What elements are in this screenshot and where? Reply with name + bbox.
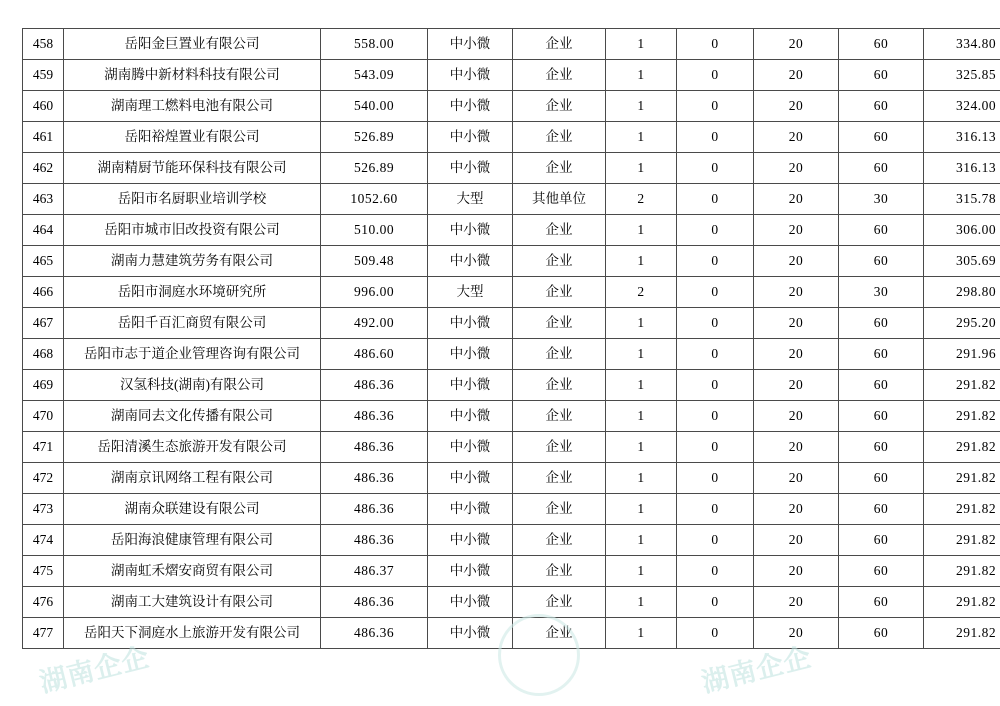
- table-row: [23, 246, 1000, 277]
- cell-type: 其他单位: [513, 184, 606, 215]
- cell-total: 291.82: [924, 525, 1000, 556]
- cell-n3: 20: [754, 184, 839, 215]
- cell-scale: 中小微: [428, 432, 513, 463]
- cell-n3: 20: [754, 122, 839, 153]
- cell-n2: 0: [677, 60, 754, 91]
- cell-no: 471: [23, 432, 64, 463]
- cell-type: 企业: [513, 153, 606, 184]
- cell-no: 477: [23, 618, 64, 649]
- cell-n3: 20: [754, 370, 839, 401]
- cell-total: 305.69: [924, 246, 1000, 277]
- cell-n2: 0: [677, 370, 754, 401]
- cell-name: 湖南众联建设有限公司: [64, 494, 321, 525]
- cell-total: 316.13: [924, 122, 1000, 153]
- cell-n3: 20: [754, 525, 839, 556]
- cell-n1: 1: [606, 153, 677, 184]
- cell-type: 企业: [513, 277, 606, 308]
- cell-n3: 20: [754, 463, 839, 494]
- cell-n4: 60: [839, 463, 924, 494]
- cell-total: 291.82: [924, 432, 1000, 463]
- cell-n2: 0: [677, 339, 754, 370]
- cell-total: 291.82: [924, 556, 1000, 587]
- cell-scale: 中小微: [428, 29, 513, 60]
- cell-type: 企业: [513, 91, 606, 122]
- cell-scale: 大型: [428, 277, 513, 308]
- table-row: [23, 122, 1000, 153]
- cell-amount: 486.36: [321, 401, 428, 432]
- cell-name: 岳阳海浪健康管理有限公司: [64, 525, 321, 556]
- cell-n1: 1: [606, 618, 677, 649]
- cell-n1: 2: [606, 184, 677, 215]
- cell-amount: 526.89: [321, 122, 428, 153]
- cell-n3: 20: [754, 91, 839, 122]
- cell-amount: 486.36: [321, 494, 428, 525]
- table-row: [23, 463, 1000, 494]
- cell-no: 470: [23, 401, 64, 432]
- cell-n4: 60: [839, 432, 924, 463]
- cell-type: 企业: [513, 556, 606, 587]
- cell-total: 291.82: [924, 618, 1000, 649]
- cell-no: 472: [23, 463, 64, 494]
- cell-n3: 20: [754, 432, 839, 463]
- cell-n2: 0: [677, 122, 754, 153]
- table-row: [23, 525, 1000, 556]
- cell-name: 湖南工大建筑设计有限公司: [64, 587, 321, 618]
- table-row: [23, 277, 1000, 308]
- cell-n2: 0: [677, 463, 754, 494]
- cell-n2: 0: [677, 215, 754, 246]
- cell-scale: 中小微: [428, 122, 513, 153]
- cell-name: 岳阳裕煌置业有限公司: [64, 122, 321, 153]
- cell-n3: 20: [754, 153, 839, 184]
- table-row: [23, 401, 1000, 432]
- cell-n1: 1: [606, 215, 677, 246]
- cell-scale: 中小微: [428, 246, 513, 277]
- table-row: [23, 91, 1000, 122]
- cell-type: 企业: [513, 587, 606, 618]
- cell-n4: 60: [839, 494, 924, 525]
- enterprise-table: [22, 28, 1000, 649]
- cell-scale: 中小微: [428, 494, 513, 525]
- cell-n1: 1: [606, 401, 677, 432]
- cell-n4: 30: [839, 277, 924, 308]
- cell-amount: 486.60: [321, 339, 428, 370]
- cell-scale: 中小微: [428, 618, 513, 649]
- table-row: [23, 60, 1000, 91]
- cell-n1: 1: [606, 339, 677, 370]
- cell-name: 湖南精厨节能环保科技有限公司: [64, 153, 321, 184]
- cell-total: 315.78: [924, 184, 1000, 215]
- cell-no: 458: [23, 29, 64, 60]
- cell-scale: 中小微: [428, 370, 513, 401]
- cell-amount: 510.00: [321, 215, 428, 246]
- cell-amount: 558.00: [321, 29, 428, 60]
- cell-no: 476: [23, 587, 64, 618]
- cell-n3: 20: [754, 308, 839, 339]
- cell-n1: 1: [606, 370, 677, 401]
- cell-amount: 486.36: [321, 618, 428, 649]
- cell-scale: 中小微: [428, 153, 513, 184]
- cell-n3: 20: [754, 618, 839, 649]
- cell-total: 291.82: [924, 494, 1000, 525]
- cell-no: 473: [23, 494, 64, 525]
- cell-n4: 30: [839, 184, 924, 215]
- cell-scale: 大型: [428, 184, 513, 215]
- cell-n2: 0: [677, 29, 754, 60]
- cell-type: 企业: [513, 463, 606, 494]
- cell-scale: 中小微: [428, 60, 513, 91]
- cell-n2: 0: [677, 401, 754, 432]
- cell-name: 岳阳市名厨职业培训学校: [64, 184, 321, 215]
- table-row: [23, 556, 1000, 587]
- cell-name: 岳阳千百汇商贸有限公司: [64, 308, 321, 339]
- cell-type: 企业: [513, 308, 606, 339]
- cell-name: 汉氢科技(湖南)有限公司: [64, 370, 321, 401]
- cell-total: 325.85: [924, 60, 1000, 91]
- cell-total: 298.80: [924, 277, 1000, 308]
- cell-n3: 20: [754, 60, 839, 91]
- table-row: [23, 308, 1000, 339]
- cell-no: 459: [23, 60, 64, 91]
- cell-amount: 486.36: [321, 370, 428, 401]
- cell-n4: 60: [839, 587, 924, 618]
- cell-total: 306.00: [924, 215, 1000, 246]
- cell-total: 291.96: [924, 339, 1000, 370]
- cell-no: 460: [23, 91, 64, 122]
- cell-amount: 486.36: [321, 525, 428, 556]
- cell-n4: 60: [839, 618, 924, 649]
- cell-amount: 996.00: [321, 277, 428, 308]
- cell-n4: 60: [839, 525, 924, 556]
- cell-n2: 0: [677, 618, 754, 649]
- cell-amount: 540.00: [321, 91, 428, 122]
- cell-n1: 1: [606, 60, 677, 91]
- cell-no: 465: [23, 246, 64, 277]
- cell-n3: 20: [754, 401, 839, 432]
- cell-n3: 20: [754, 246, 839, 277]
- cell-scale: 中小微: [428, 339, 513, 370]
- cell-amount: 486.36: [321, 463, 428, 494]
- cell-amount: 486.37: [321, 556, 428, 587]
- cell-total: 291.82: [924, 401, 1000, 432]
- table-row: [23, 29, 1000, 60]
- cell-n2: 0: [677, 432, 754, 463]
- cell-n1: 1: [606, 525, 677, 556]
- cell-name: 湖南腾中新材料科技有限公司: [64, 60, 321, 91]
- cell-name: 湖南虹禾熠安商贸有限公司: [64, 556, 321, 587]
- cell-n4: 60: [839, 29, 924, 60]
- cell-n3: 20: [754, 277, 839, 308]
- cell-amount: 492.00: [321, 308, 428, 339]
- cell-amount: 486.36: [321, 587, 428, 618]
- cell-name: 岳阳市志于道企业管理咨询有限公司: [64, 339, 321, 370]
- cell-type: 企业: [513, 401, 606, 432]
- cell-n2: 0: [677, 525, 754, 556]
- cell-n3: 20: [754, 339, 839, 370]
- cell-n1: 1: [606, 91, 677, 122]
- cell-n1: 2: [606, 277, 677, 308]
- cell-scale: 中小微: [428, 525, 513, 556]
- cell-scale: 中小微: [428, 556, 513, 587]
- cell-total: 316.13: [924, 153, 1000, 184]
- cell-total: 334.80: [924, 29, 1000, 60]
- cell-n4: 60: [839, 91, 924, 122]
- cell-no: 469: [23, 370, 64, 401]
- cell-type: 企业: [513, 246, 606, 277]
- cell-n4: 60: [839, 370, 924, 401]
- cell-n3: 20: [754, 494, 839, 525]
- cell-n3: 20: [754, 215, 839, 246]
- cell-n3: 20: [754, 587, 839, 618]
- cell-type: 企业: [513, 494, 606, 525]
- cell-n1: 1: [606, 432, 677, 463]
- cell-type: 企业: [513, 432, 606, 463]
- cell-name: 湖南同去文化传播有限公司: [64, 401, 321, 432]
- watermark-left: 湖南企企: [36, 641, 153, 699]
- cell-n2: 0: [677, 494, 754, 525]
- cell-n4: 60: [839, 308, 924, 339]
- cell-no: 461: [23, 122, 64, 153]
- table-row: [23, 339, 1000, 370]
- cell-no: 467: [23, 308, 64, 339]
- cell-total: 291.82: [924, 463, 1000, 494]
- cell-n1: 1: [606, 587, 677, 618]
- cell-n2: 0: [677, 308, 754, 339]
- cell-n3: 20: [754, 556, 839, 587]
- cell-amount: 509.48: [321, 246, 428, 277]
- cell-amount: 1052.60: [321, 184, 428, 215]
- cell-n2: 0: [677, 277, 754, 308]
- cell-name: 湖南京讯网络工程有限公司: [64, 463, 321, 494]
- cell-type: 企业: [513, 215, 606, 246]
- cell-total: 291.82: [924, 370, 1000, 401]
- table-row: [23, 494, 1000, 525]
- cell-n4: 60: [839, 401, 924, 432]
- table-row: [23, 370, 1000, 401]
- cell-type: 企业: [513, 339, 606, 370]
- cell-amount: 486.36: [321, 432, 428, 463]
- cell-n1: 1: [606, 494, 677, 525]
- cell-type: 企业: [513, 618, 606, 649]
- cell-n1: 1: [606, 308, 677, 339]
- table-row: [23, 153, 1000, 184]
- cell-type: 企业: [513, 525, 606, 556]
- cell-scale: 中小微: [428, 215, 513, 246]
- cell-n1: 1: [606, 246, 677, 277]
- cell-n4: 60: [839, 153, 924, 184]
- cell-scale: 中小微: [428, 463, 513, 494]
- cell-scale: 中小微: [428, 587, 513, 618]
- cell-no: 468: [23, 339, 64, 370]
- cell-n4: 60: [839, 60, 924, 91]
- cell-type: 企业: [513, 60, 606, 91]
- cell-n1: 1: [606, 29, 677, 60]
- cell-total: 324.00: [924, 91, 1000, 122]
- cell-n1: 1: [606, 122, 677, 153]
- cell-scale: 中小微: [428, 91, 513, 122]
- cell-total: 295.20: [924, 308, 1000, 339]
- cell-n4: 60: [839, 122, 924, 153]
- table-row: [23, 215, 1000, 246]
- cell-n2: 0: [677, 556, 754, 587]
- cell-name: 岳阳天下洞庭水上旅游开发有限公司: [64, 618, 321, 649]
- cell-scale: 中小微: [428, 401, 513, 432]
- cell-name: 湖南力慧建筑劳务有限公司: [64, 246, 321, 277]
- cell-amount: 543.09: [321, 60, 428, 91]
- cell-name: 湖南理工燃料电池有限公司: [64, 91, 321, 122]
- cell-type: 企业: [513, 370, 606, 401]
- cell-n4: 60: [839, 215, 924, 246]
- cell-type: 企业: [513, 122, 606, 153]
- cell-n2: 0: [677, 153, 754, 184]
- table-row: [23, 432, 1000, 463]
- cell-amount: 526.89: [321, 153, 428, 184]
- cell-name: 岳阳清溪生态旅游开发有限公司: [64, 432, 321, 463]
- cell-name: 岳阳市洞庭水环境研究所: [64, 277, 321, 308]
- cell-n3: 20: [754, 29, 839, 60]
- cell-name: 岳阳市城市旧改投资有限公司: [64, 215, 321, 246]
- table-row: [23, 184, 1000, 215]
- table-body: [23, 29, 1000, 649]
- cell-name: 岳阳金巨置业有限公司: [64, 29, 321, 60]
- cell-no: 463: [23, 184, 64, 215]
- cell-scale: 中小微: [428, 308, 513, 339]
- table-row: [23, 587, 1000, 618]
- cell-no: 474: [23, 525, 64, 556]
- cell-total: 291.82: [924, 587, 1000, 618]
- watermark-right: 湖南企企: [698, 641, 815, 699]
- table-row: [23, 618, 1000, 649]
- cell-no: 475: [23, 556, 64, 587]
- cell-no: 462: [23, 153, 64, 184]
- cell-n4: 60: [839, 246, 924, 277]
- cell-n2: 0: [677, 587, 754, 618]
- cell-n1: 1: [606, 556, 677, 587]
- cell-no: 466: [23, 277, 64, 308]
- cell-n2: 0: [677, 184, 754, 215]
- cell-no: 464: [23, 215, 64, 246]
- cell-n2: 0: [677, 91, 754, 122]
- cell-type: 企业: [513, 29, 606, 60]
- cell-n4: 60: [839, 339, 924, 370]
- cell-n2: 0: [677, 246, 754, 277]
- cell-n1: 1: [606, 463, 677, 494]
- cell-n4: 60: [839, 556, 924, 587]
